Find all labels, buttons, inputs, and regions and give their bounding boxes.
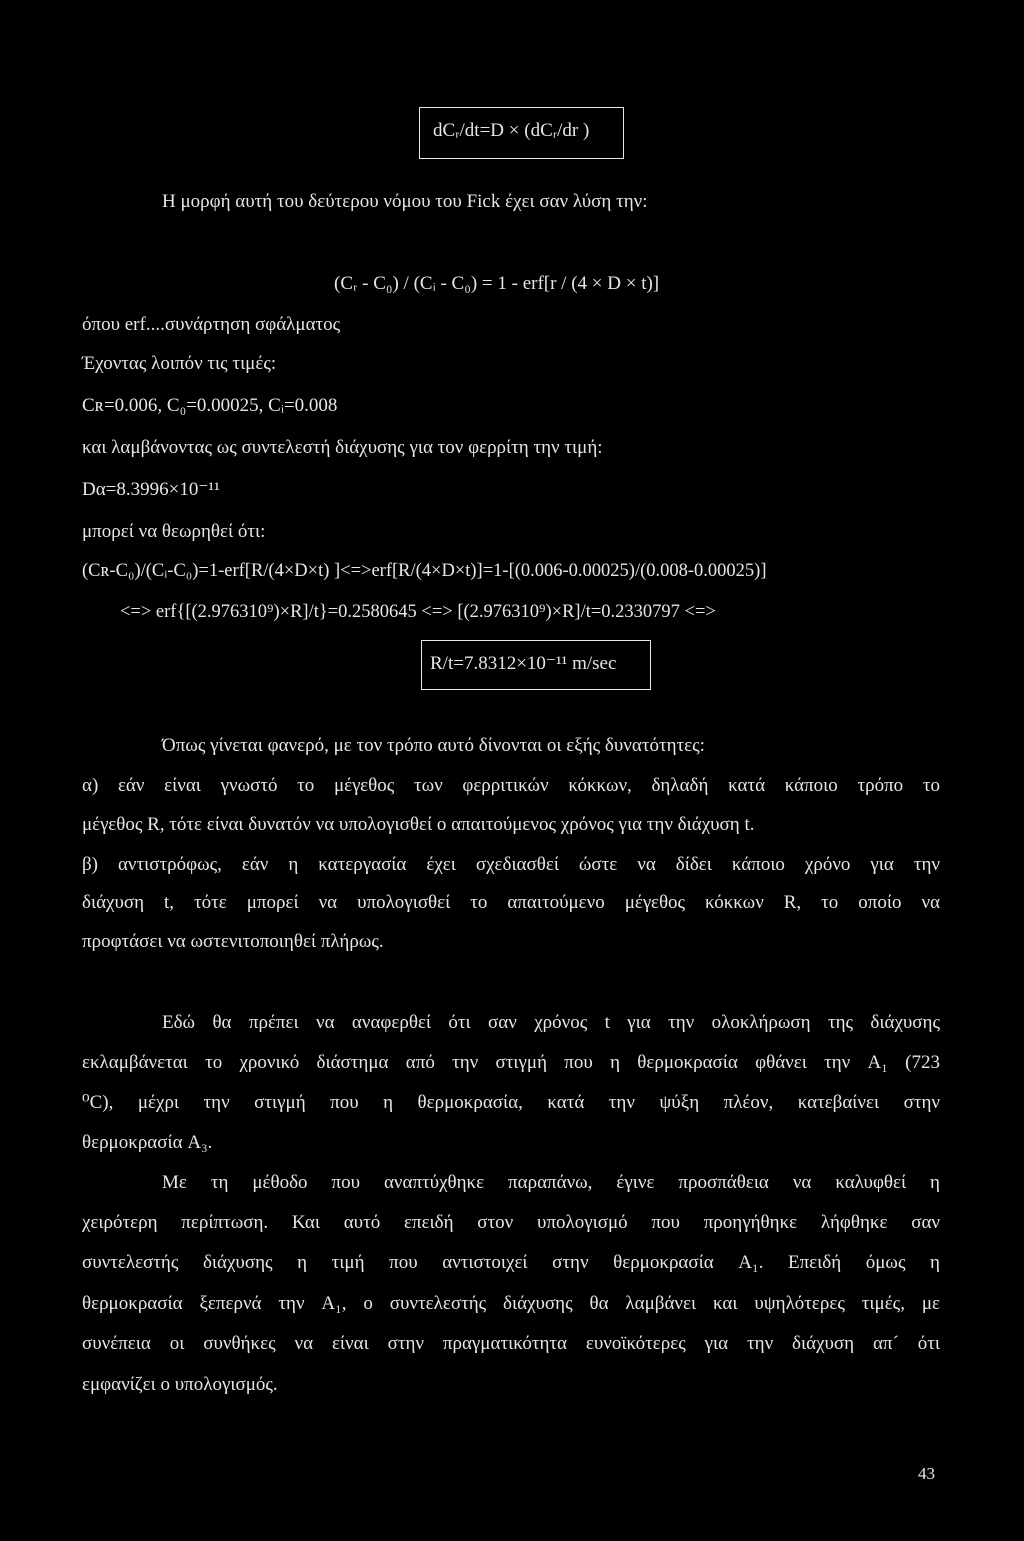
paragraph-3-line-6: εμφανίζει ο υπολογισμός.: [82, 1374, 278, 1395]
page-number: 43: [918, 1464, 935, 1483]
equation-1: (Cʀ-C₀)/(Cᵢ-C₀)=1-erf[R/(4×D×t) ]<=>erf[R/(4×D×t)]=1-[(0.006-0.00025)/(0.008-0.00025)]: [82, 561, 767, 581]
diffusion-value: Dα=8.3996×10⁻¹¹: [82, 479, 220, 500]
item-a-line-2: μέγεθος R, τότε είναι δυνατόν να υπολογισθεί ο απαιτούμενος χρόνος για την διάχυση t.: [82, 814, 755, 835]
result-text: R/t=7.8312×10⁻¹¹ m/sec: [430, 653, 617, 674]
consider-line: μπορεί να θεωρηθεί ότι:: [82, 521, 266, 542]
equation-2: <=> erf{[(2.976310⁹)×R]/t}=0.2580645 <=> [(2.976310⁹)×R]/t=0.2330797 <=>: [120, 602, 716, 622]
item-a-line-1: α) εάν είναι γνωστό το μέγεθος των φερριτικών κόκκων, δηλαδή κατά κάποιο τρόπο το: [82, 775, 940, 796]
paragraph-3-line-5: συνέπεια οι συνθήκες να είναι στην πραγματικότητα ευνοϊκότερες για την διάχυση απ´ ότι: [82, 1333, 940, 1354]
paragraph-2-line-4: θερμοκρασία A₃.: [82, 1132, 213, 1153]
item-b-line-2: διάχυση t, τότε μπορεί να υπολογισθεί το απαιτούμενο μέγεθος κόκκων R, το οποίο να: [82, 892, 940, 913]
paragraph-1: Όπως γίνεται φανερό, με τον τρόπο αυτό δίνονται οι εξής δυνατότητες:: [162, 735, 705, 756]
erf-definition: όπου erf....συνάρτηση σφάλματος: [82, 314, 341, 335]
solution-equation: (Cᵣ - C₀) / (Cᵢ - C₀) = 1 - erf[r / (4 × D × t)]: [334, 273, 660, 294]
paragraph-2-line-3: ⁰C), μέχρι την στιγμή που η θερμοκρασία, κατά την ψύξη πλέον, κατεβαίνει στην: [82, 1092, 940, 1113]
paragraph-3-line-3: συντελεστής διάχυσης η τιμή που αντιστοιχεί στην θερμοκρασία A₁. Επειδή όμως η: [82, 1252, 940, 1273]
paragraph-2-line-1: Εδώ θα πρέπει να αναφερθεί ότι σαν χρόνος t για την ολοκλήρωση της διάχυσης: [162, 1012, 940, 1033]
paragraph-3-line-2: χειρότερη περίπτωση. Και αυτό επειδή στον υπολογισμό που προηγήθηκε λήφθηκε σαν: [82, 1212, 940, 1233]
values-intro: Έχοντας λοιπόν τις τιμές:: [82, 353, 277, 374]
paragraph-3-line-4: θερμοκρασία ξεπερνά την A₁, ο συντελεστής διάχυσης θα λαμβάνει και υψηλότερες τιμές, με: [82, 1293, 940, 1314]
formula-text: dCᵣ/dt=D × (dCᵣ/dr ): [433, 120, 590, 141]
paragraph-3-line-1: Με τη μέθοδο που αναπτύχθηκε παραπάνω, έγινε προσπάθεια να καλυφθεί η: [162, 1172, 940, 1193]
item-b-line-3: προφτάσει να ωστενιτοποιηθεί πλήρως.: [82, 931, 384, 952]
intro-line: Η μορφή αυτή του δεύτερου νόμου του Fick έχει σαν λύση την:: [162, 191, 648, 212]
diffusion-intro: και λαμβάνοντας ως συντελεστή διάχυσης για τον φερρίτη την τιμή:: [82, 437, 603, 458]
item-b-line-1: β) αντιστρόφως, εάν η κατεργασία έχει σχεδιασθεί ώστε να δίδει κάποιο χρόνο για την: [82, 854, 940, 875]
values-line: Cʀ=0.006, C₀=0.00025, Cᵢ=0.008: [82, 395, 338, 416]
paragraph-2-line-2: εκλαμβάνεται το χρονικό διάστημα από την στιγμή που η θερμοκρασία φθάνει την A₁ (723: [82, 1052, 940, 1073]
